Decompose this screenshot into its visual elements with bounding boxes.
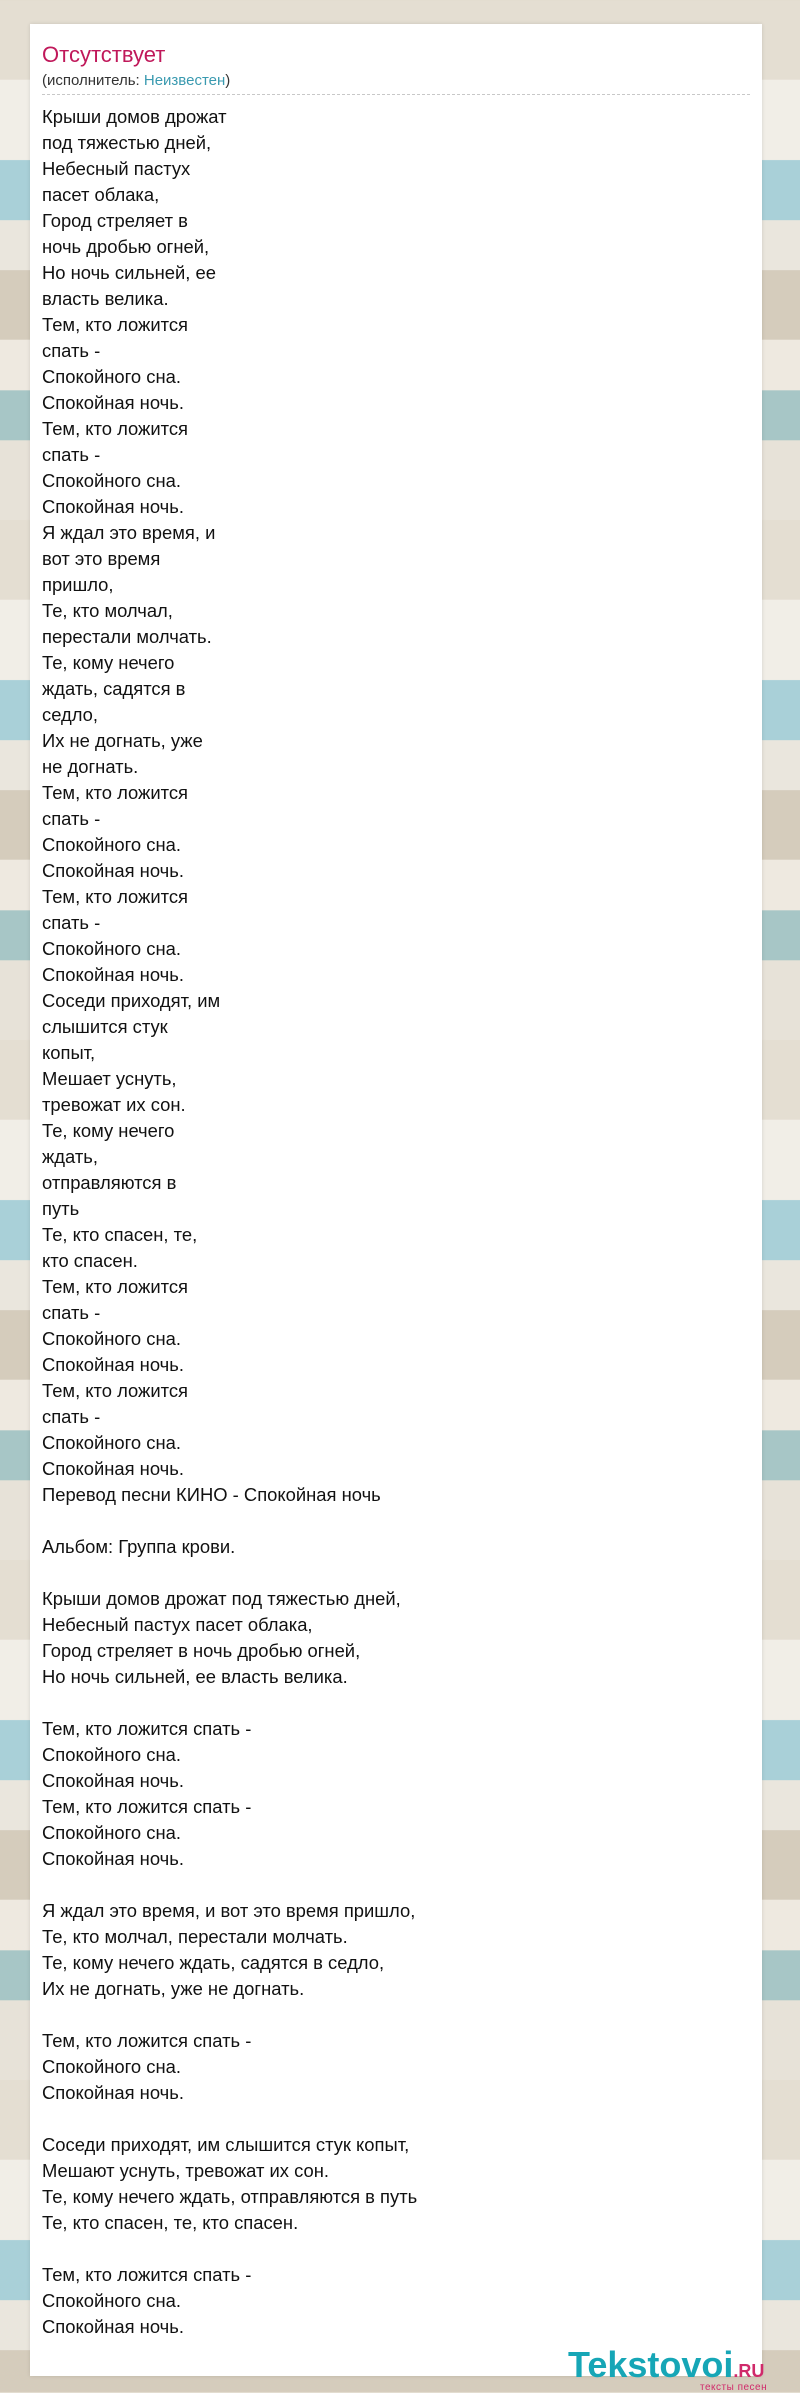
lyric-line [42, 1560, 742, 1586]
lyric-line: Спокойная ночь. [42, 1848, 184, 1869]
lyric-line [42, 1690, 742, 1716]
song-title: Отсутствует [42, 42, 166, 67]
lyric-line: спать - [42, 912, 101, 933]
lyric-line: Спокойного сна. [42, 2290, 181, 2311]
lyric-line: Соседи приходят, им [42, 990, 221, 1011]
logo-main-text: Tekstovoi [568, 2344, 734, 2385]
lyric-line: Но ночь сильней, ее [42, 262, 216, 283]
lyric-line: Те, кому нечего [42, 652, 175, 673]
lyric-line: слышится стук [42, 1016, 168, 1037]
lyric-line: Крыши домов дрожат [42, 106, 227, 127]
lyric-line: Те, кто молчал, перестали молчать. [42, 1926, 348, 1947]
lyric-line: Их не догнать, уже не догнать. [42, 1978, 305, 1999]
lyric-line: пришло, [42, 574, 114, 595]
lyric-line [42, 2002, 742, 2028]
site-logo[interactable] [568, 2344, 768, 2393]
lyric-line [42, 2106, 742, 2132]
lyric-line: вот это время [42, 548, 161, 569]
lyric-line: Спокойного сна. [42, 470, 181, 491]
lyric-line: под тяжестью дней, [42, 132, 212, 153]
lyric-line: Тем, кто ложится спать - [42, 1796, 252, 1817]
lyric-line: Я ждал это время, и [42, 522, 216, 543]
lyric-line: перестали молчать. [42, 626, 212, 647]
lyric-line: Небесный пастух [42, 158, 191, 179]
lyric-line: седло, [42, 704, 99, 725]
lyric-line: пасет облака, [42, 184, 160, 205]
lyric-line: Спокойного сна. [42, 938, 181, 959]
lyric-line: Тем, кто ложится [42, 782, 189, 803]
lyric-line: Тем, кто ложится [42, 886, 189, 907]
lyric-line: Мешает уснуть, [42, 1068, 177, 1089]
lyric-line [42, 1872, 742, 1898]
lyric-line: Мешают уснуть, тревожат их сон. [42, 2160, 330, 2181]
lyric-line: ждать, садятся в [42, 678, 186, 699]
lyric-line: Город стреляет в [42, 210, 188, 231]
lyric-line: Их не догнать, уже [42, 730, 203, 751]
lyric-line: Тем, кто ложится спать - [42, 1718, 252, 1739]
lyric-line: Спокойного сна. [42, 1744, 181, 1765]
lyric-line: Крыши домов дрожат под тяжестью дней, [42, 1588, 401, 1609]
lyric-line: Те, кто молчал, [42, 600, 173, 621]
lyric-line [42, 1508, 742, 1534]
lyric-line: Те, кто спасен, те, [42, 1224, 198, 1245]
lyric-line: Тем, кто ложится [42, 1380, 189, 1401]
lyric-line: Соседи приходят, им слышится стук копыт, [42, 2134, 410, 2155]
lyrics-text [42, 104, 742, 2340]
lyric-line: Перевод песни КИНО - Спокойная ночь [42, 1484, 381, 1505]
lyric-line: Те, кому нечего ждать, отправляются в путь [42, 2186, 418, 2207]
artist-prefix: (исполнитель: [42, 72, 144, 89]
lyrics-card [30, 24, 768, 2393]
lyric-line: спать - [42, 340, 101, 361]
lyric-line: Спокойная ночь. [42, 964, 184, 985]
lyric-line: спать - [42, 808, 101, 829]
lyric-line: спать - [42, 444, 101, 465]
lyric-line: копыт, [42, 1042, 96, 1063]
lyric-line: Я ждал это время, и вот это время пришло, [42, 1900, 416, 1921]
lyric-line: Спокойная ночь. [42, 496, 184, 517]
lyric-line: Спокойного сна. [42, 834, 181, 855]
header-divider [42, 94, 750, 95]
lyric-line: Спокойная ночь. [42, 1354, 184, 1375]
lyric-line: путь [42, 1198, 80, 1219]
lyric-line: Спокойная ночь. [42, 1770, 184, 1791]
lyric-line: Те, кому нечего ждать, садятся в седло, [42, 1952, 385, 1973]
lyric-line: Те, кто спасен, те, кто спасен. [42, 2212, 299, 2233]
lyric-line: Спокойная ночь. [42, 2316, 184, 2337]
artist-line [42, 72, 230, 90]
lyric-line: Те, кому нечего [42, 1120, 175, 1141]
lyric-line: ждать, [42, 1146, 98, 1167]
lyric-line: Спокойного сна. [42, 1328, 181, 1349]
lyric-line: Спокойная ночь. [42, 2082, 184, 2103]
lyric-line: тревожат их сон. [42, 1094, 186, 1115]
lyric-line: кто спасен. [42, 1250, 138, 1271]
lyric-line: власть велика. [42, 288, 169, 309]
logo-subtitle: тексты песен [700, 2382, 768, 2393]
lyric-line: Альбом: Группа крови. [42, 1536, 236, 1557]
artist-link[interactable]: Неизвестен [143, 72, 226, 89]
lyric-line: Спокойная ночь. [42, 392, 184, 413]
lyric-line: Тем, кто ложится спать - [42, 2030, 252, 2051]
lyric-line: спать - [42, 1406, 101, 1427]
lyric-line: Спокойная ночь. [42, 860, 184, 881]
lyric-line: ночь дробью огней, [42, 236, 210, 257]
lyric-line: Спокойного сна. [42, 1432, 181, 1453]
lyric-line: Город стреляет в ночь дробью огней, [42, 1640, 361, 1661]
lyric-line: Спокойного сна. [42, 1822, 181, 1843]
lyric-line: отправляются в [42, 1172, 177, 1193]
lyric-line: Спокойного сна. [42, 2056, 181, 2077]
lyric-line: Небесный пастух пасет облака, [42, 1614, 313, 1635]
lyric-line [42, 2236, 742, 2262]
lyric-line: Тем, кто ложится спать - [42, 2264, 252, 2285]
lyric-line: Тем, кто ложится [42, 418, 189, 439]
artist-suffix: ) [225, 72, 231, 89]
lyric-line: Но ночь сильней, ее власть велика. [42, 1666, 348, 1687]
lyric-line: не догнать. [42, 756, 139, 777]
lyric-line: Спокойного сна. [42, 366, 181, 387]
lyric-line: спать - [42, 1302, 101, 1323]
lyric-line: Тем, кто ложится [42, 314, 189, 335]
lyric-line: Тем, кто ложится [42, 1276, 189, 1297]
lyric-line: Спокойная ночь. [42, 1458, 184, 1479]
logo-tld: .RU [733, 2361, 765, 2381]
